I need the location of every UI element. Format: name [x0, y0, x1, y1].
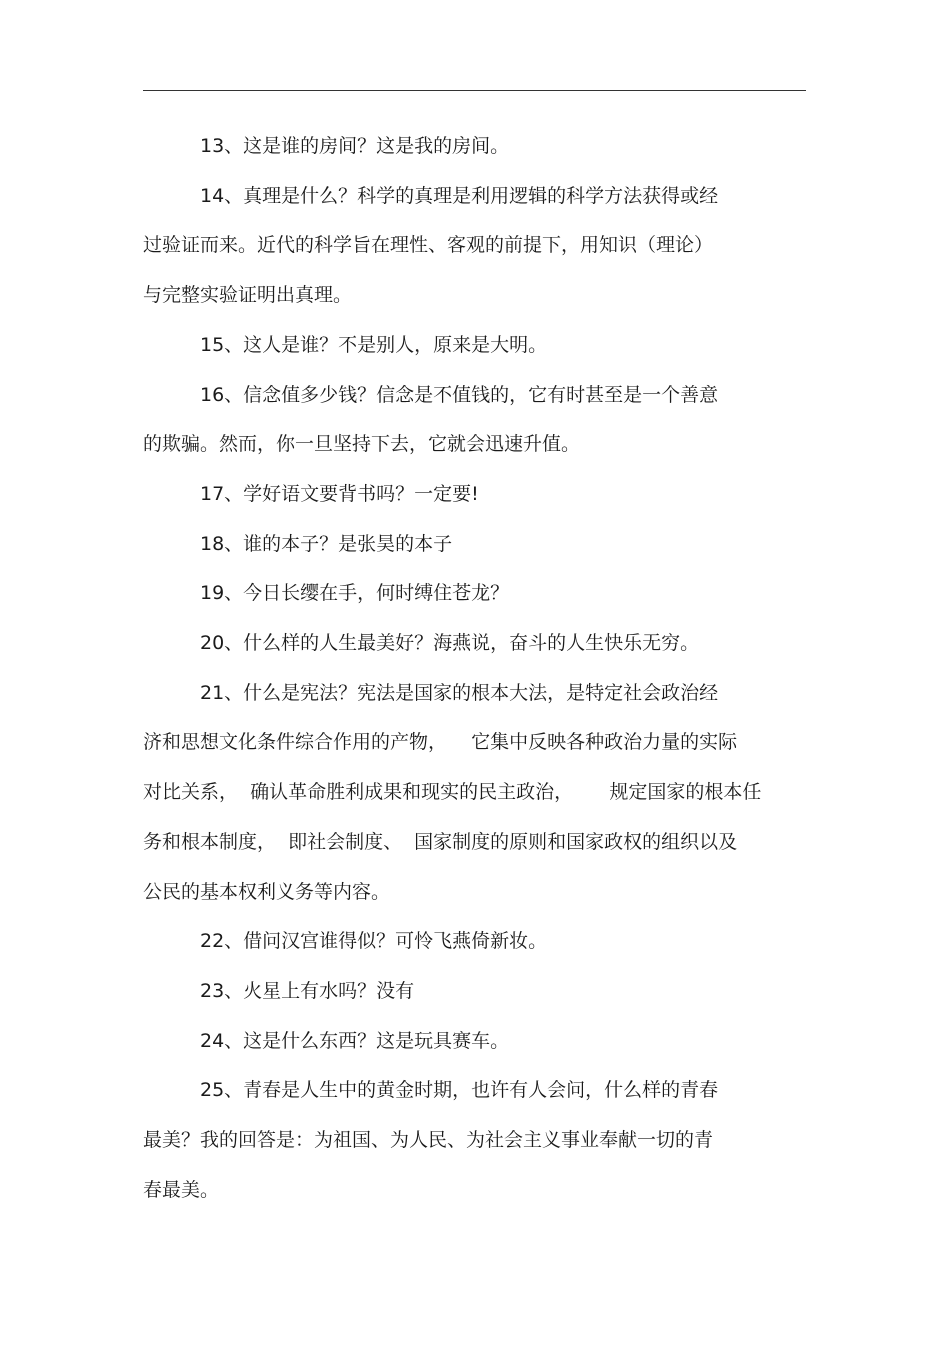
paragraph-24: 24、这是什么东西？这是玩具赛车。 [200, 1029, 510, 1052]
paragraph-15: 15、这人是谁？不是别人，原来是大明。 [200, 333, 548, 356]
paragraph-25: 25、青春是人生中的黄金时期，也许有人会问，什么样的青春 最美？我的回答是：为祖国、为人民、为社会主义事业奉献一切的青 春最美。 [143, 1079, 719, 1201]
paragraph-19: 19、今日长缨在手，何时缚住苍龙？ [200, 582, 510, 605]
paragraph-16: 16、信念值多少钱？信念是不值钱的，它有时甚至是一个善意 的欺骗。然而，你一旦坚持下去，它就会迅速升值。 [143, 383, 719, 456]
paragraph-17: 17、学好语文要背书吗？一定要! [200, 482, 479, 505]
paragraph-18: 18、谁的本子？是张昊的本子 [200, 532, 453, 555]
paragraph-14: 14、真理是什么？科学的真理是利用逻辑的科学方法获得或经 过验证而来。近代的科学旨在理性、客观的前提下，用知识（理论） 与完整实验证明出真理。 [143, 184, 719, 307]
header-rule [143, 90, 806, 91]
paragraph-20: 20、什么样的人生最美好？海燕说，奋斗的人生快乐无穷。 [200, 632, 700, 655]
paragraph-22: 22、借问汉宫谁得似？可怜飞燕倚新妆。 [200, 930, 548, 953]
paragraph-21: 21、什么是宪法？宪法是国家的根本大法，是特定社会政治经 济和思想文化条件综合作用的产物， 它集中反映各种政治力量的实际 对比关系， 确认革命胜利成果和现实的民主政治， 规定国家的根本任 务和根本制度， 即社会制度、 国家制度的原则和国家政权的组织以及 公民的基本权利义务等内容。 [143, 681, 762, 903]
paragraph-23: 23、火星上有水吗？没有 [200, 979, 415, 1002]
paragraph-13: 13、这是谁的房间？这是我的房间。 [200, 135, 510, 157]
document-body [143, 122, 806, 1215]
